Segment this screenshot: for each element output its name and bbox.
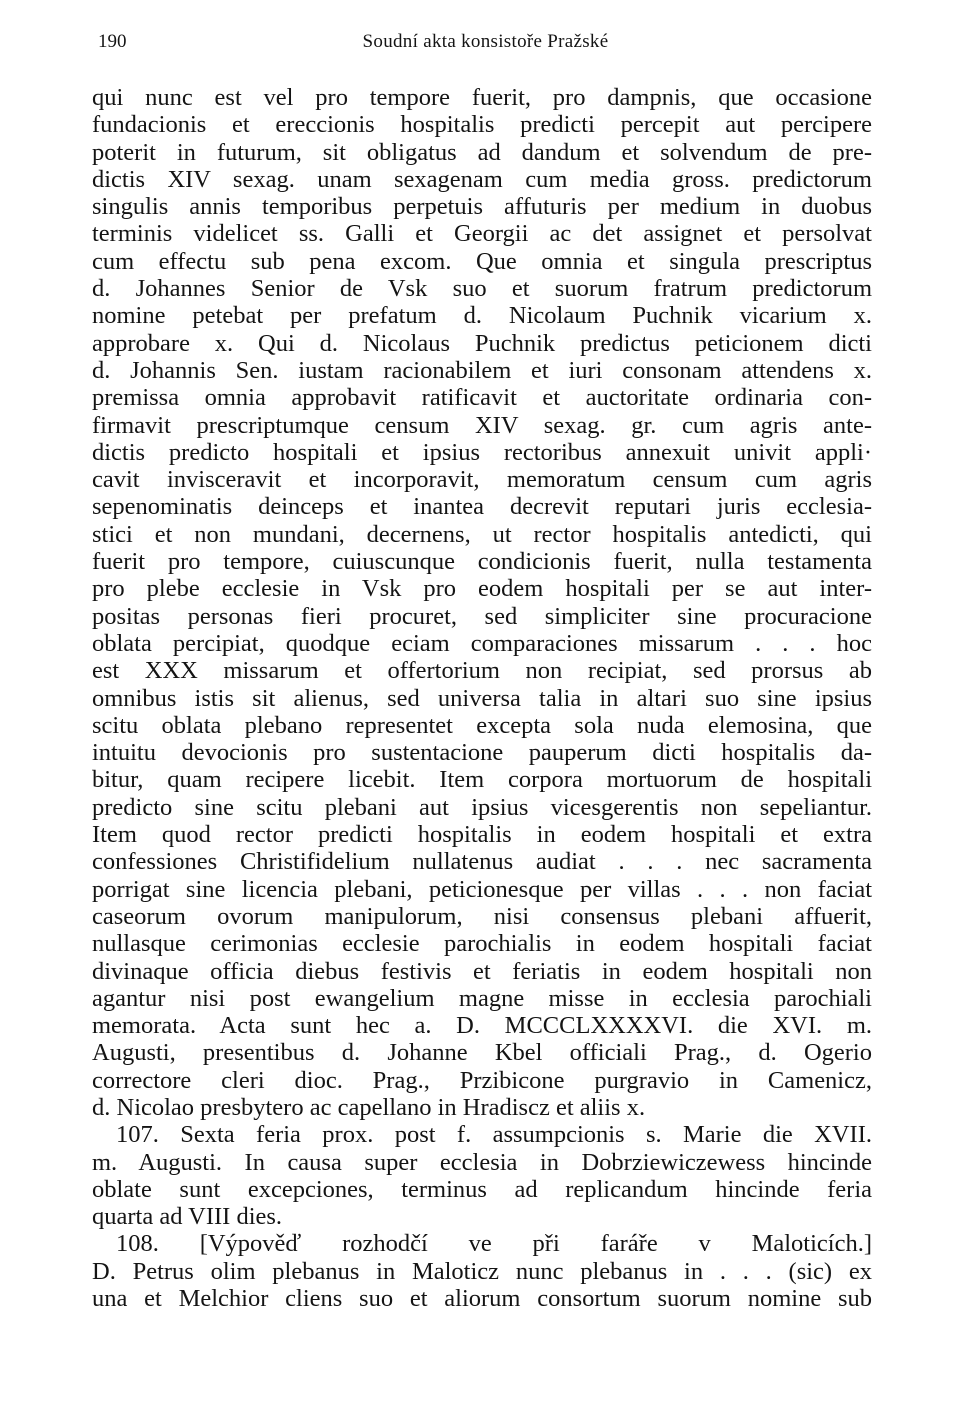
text-line: caseorum ovorum manipulorum, nisi consensus plebani affuerit, xyxy=(92,902,872,930)
text-line: m. Augusti. In causa super ecclesia in Dobrziewiczewess hincinde xyxy=(92,1148,872,1176)
text-line: nullasque cerimonias ecclesie parochialis in eodem hospitali faciat xyxy=(92,930,872,958)
text-line: fuerit pro tempore, cuiuscunque condicionis fuerit, nulla testamenta xyxy=(92,548,872,576)
text-line: terminis videlicet ss. Galli et Georgii ac det assignet et persolvat xyxy=(92,220,872,248)
text-line: d. Johannis Sen. iustam racionabilem et iuri consonam attendens x. xyxy=(92,356,872,384)
text-line: poterit in futurum, sit obligatus ad dandum et solvendum de pre- xyxy=(92,138,872,166)
section-heading-108: 108. [Výpověď rozhodčí ve při faráře v Maloticích.] xyxy=(116,1230,872,1258)
text-line: omnibus istis sit alienus, sed universa talia in altari suo sine ipsius xyxy=(92,684,872,712)
page-number: 190 xyxy=(98,31,127,52)
text-line: correctore cleri dioc. Prag., Przibicone purgravio in Camenicz, xyxy=(92,1066,872,1094)
text-line: confessiones Christifidelium nullatenus audiat . . . nec sacramenta xyxy=(92,848,872,876)
text-line: d. Nicolao presbytero ac capellano in Hradiscz et aliis x. xyxy=(92,1093,646,1121)
text-line: qui nunc est vel pro tempore fuerit, pro dampnis, que occasione xyxy=(92,84,872,111)
running-title: Soudní akta konsistoře Pražské xyxy=(362,31,609,52)
text-line: cum effectu sub pena excom. Que omnia et singula prescriptus xyxy=(92,247,872,275)
text-line: Augusti, presentibus d. Johanne Kbel officiali Prag., d. Ogerio xyxy=(92,1039,872,1067)
running-head xyxy=(98,30,873,54)
text-line: memorata. Acta sunt hec a. D. MCCCLXXXXVI. die XVI. m. xyxy=(92,1012,872,1040)
text-line: divinaque officia diebus festivis et feriatis in eodem hospitali non xyxy=(92,957,872,985)
text-line: nomine petebat per prefatum d. Nicolaum Puchnik vicarium x. xyxy=(92,302,872,330)
text-line: d. Johannes Senior de Vsk suo et suorum fratrum predictorum xyxy=(92,275,872,303)
text-line: bitur, quam recipere licebit. Item corpora mortuorum de hospitali xyxy=(92,766,872,794)
text-line: predicto sine scitu plebani aut ipsius vicesgerentis non sepeliantur. xyxy=(92,793,872,821)
text-line: dictis XIV sexag. unam sexagenam cum media gross. predictorum xyxy=(92,165,872,193)
text-line: oblata percipiat, quodque eciam comparaciones missarum . . . hoc xyxy=(92,629,872,657)
text-line: sepenominatis deinceps et inantea decrevit reputari juris ecclesia- xyxy=(92,493,872,521)
text-line: agantur nisi post ewangelium magne misse in ecclesia parochiali xyxy=(92,984,872,1012)
text-line: singulis annis temporibus perpetuis affuturis per medium in duobus xyxy=(92,193,872,221)
section-heading-107: 107. Sexta feria prox. post f. assumpcionis s. Marie die XVII. xyxy=(116,1121,872,1149)
text-line: positas personas fieri procuret, sed simpliciter sine procuracione xyxy=(92,602,872,630)
text-line: est XXX missarum et offertorium non recipiat, sed prorsus ab xyxy=(92,657,872,685)
body-text xyxy=(92,84,872,1312)
text-line: scitu oblata plebano representet excepta sola nuda elemosina, que xyxy=(92,711,872,739)
text-line: Item quod rector predicti hospitalis in eodem hospitali et extra xyxy=(92,821,872,849)
text-line: premissa omnia approbavit ratificavit et auctoritate ordinaria con- xyxy=(92,384,872,412)
text-line: dictis predicto hospitali et ipsius rectoribus annexuit univit appli· xyxy=(92,438,872,466)
text-line: intuitu devocionis pro sustentacione pauperum dicti hospitalis da- xyxy=(92,739,872,767)
text-line: fundacionis et ereccionis hospitalis predicti percepit aut percipere xyxy=(92,111,872,139)
text-line: stici et non mundani, decernens, ut rector hospitalis antedicti, qui xyxy=(92,520,872,548)
text-line: quarta ad VIII dies. xyxy=(92,1203,283,1231)
text-line: cavit invisceravit et incorporavit, memoratum censum cum agris xyxy=(92,466,872,494)
text-line: oblate sunt excepciones, terminus ad replicandum hincinde feria xyxy=(92,1175,872,1203)
text-line: approbare x. Qui d. Nicolaus Puchnik predictus peticionem dicti xyxy=(92,329,872,357)
text-line: una et Melchior cliens suo et aliorum consortum suorum nomine sub xyxy=(92,1285,872,1313)
text-line: firmavit prescriptumque censum XIV sexag. gr. cum agris ante- xyxy=(92,411,872,439)
text-line: porrigat sine licencia plebani, peticionesque per villas . . . non faciat xyxy=(92,875,872,903)
text-line: pro plebe ecclesie in Vsk pro eodem hospitali per se aut inter- xyxy=(92,575,872,603)
text-line: D. Petrus olim plebanus in Maloticz nunc plebanus in . . . (sic) ex xyxy=(92,1257,872,1285)
